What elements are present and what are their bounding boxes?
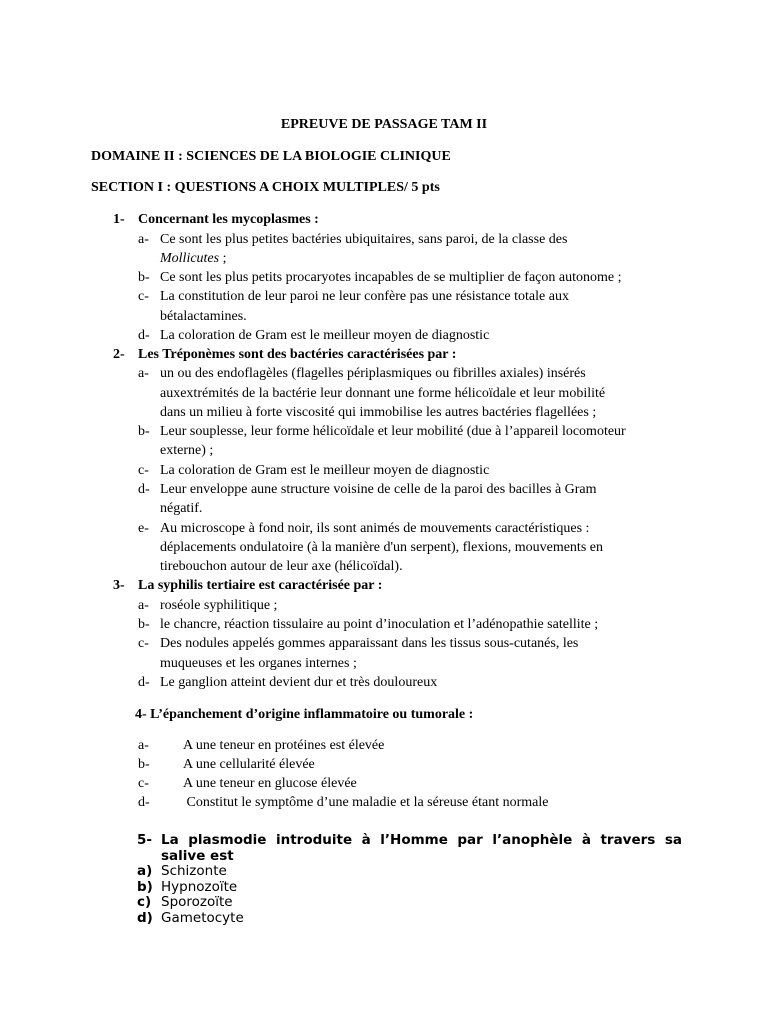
option-text-continued: muqueuses et les organes internes ; [160,656,357,671]
option-text: un ou des endoflagèles (flagelles périplasmiques ou fibrilles axiales) insérés [160,366,586,381]
option-letter: d) [137,909,153,926]
option-text: A une cellularité élevée [183,757,315,772]
option-letter: d- [138,328,150,343]
option-letter: d- [138,482,150,497]
option-letter: d- [138,795,150,810]
option-item [137,895,682,911]
option-letter: b) [137,878,153,895]
domain-heading: DOMAINE II : SCIENCES DE LA BIOLOGIE CLINIQUE [91,149,451,164]
option-letter: b- [138,270,150,285]
option-item [137,864,682,880]
question-5 [137,832,682,926]
option-text-continued: déplacements ondulatoire (à la manière d'un serpent), flexions, mouvements en [160,540,603,555]
option-text: Schizonte [161,863,227,879]
question-number: 5- [137,832,152,848]
option-letter: c- [138,636,149,651]
option-text: Ce sont les plus petits procaryotes incapables de se multiplier de façon autonome ; [160,270,622,285]
option-text-continued: externe) ; [160,443,214,458]
option-text: roséole syphilitique ; [160,598,278,613]
question-title: Concernant les mycoplasmes : [138,212,319,227]
section-heading: SECTION I : QUESTIONS A CHOIX MULTIPLES/ 5 pts [91,180,440,195]
option-letter: a- [138,738,149,753]
option-text-continued: bétalactamines. [160,309,247,324]
option-letter: c) [137,894,152,910]
taxon-name: Mollicutes [160,251,220,266]
question-title: Les Tréponèmes sont des bactéries caractérisées par : [138,347,457,362]
option-text: Hypnozoïte [161,878,238,895]
option-text: La constitution de leur paroi ne leur confère pas une résistance totale aux [160,289,569,304]
option-letter: a) [137,863,153,879]
option-text-continued: dans un milieu à forte viscosité qui immobilise les autres bactéries flagellées ; [160,405,597,420]
option-item [137,911,682,927]
option-letter: e- [138,521,149,536]
option-text-suffix: ; [219,251,227,266]
option-text: A une teneur en protéines est élevée [183,738,385,753]
option-text: Constitut le symptôme d’une maladie et la séreuse étant normale [183,795,549,810]
question-number: 2- [113,347,125,362]
option-letter: c- [138,463,149,478]
option-text-continued: négatif. [160,501,203,516]
exam-title: EPREUVE DE PASSAGE TAM II [280,117,488,132]
option-letter: b- [138,757,150,772]
question-title: 4- L’épanchement d’origine inflammatoire ou tumorale : [135,707,474,722]
option-letter: c- [138,289,149,304]
option-letter: b- [138,617,150,632]
option-text: Le ganglion atteint devient dur et très douloureux [160,675,438,690]
question-number: 3- [113,578,125,593]
option-text: Gametocyte [161,909,244,926]
option-letter: a- [138,232,149,247]
option-text: Sporozoïte [161,894,233,910]
option-text-continued: auxextrémités de la bactérie leur donnant une forme hélicoïdale et leur mobilité [160,386,606,401]
option-letter: a- [138,366,149,381]
question-header [137,832,682,864]
question-number: 1- [113,212,125,227]
option-letter: a- [138,598,149,613]
option-text: Leur souplesse, leur forme hélicoïdale et leur mobilité (due à l’appareil locomoteur [160,424,626,439]
option-text-continued: tirebouchon autour de leur axe (hélicoïdal). [160,559,403,574]
option-letter: c- [138,776,149,791]
option-text: Leur enveloppe aune structure voisine de celle de la paroi des bacilles à Gram [160,482,597,497]
question-title: La plasmodie introduite à l’Homme par l’anophèle à travers sa salive est [161,832,682,864]
option-item [137,880,682,896]
option-text: le chancre, réaction tissulaire au point d’inoculation et l’adénopathie satellite ; [160,617,599,632]
option-text: Au microscope à fond noir, ils sont animés de mouvements caractéristiques : [160,521,590,536]
question-title: La syphilis tertiaire est caractérisée par : [138,578,383,593]
option-text: Ce sont les plus petites bactéries ubiquitaires, sans paroi, de la classe des [160,232,568,247]
option-text: La coloration de Gram est le meilleur moyen de diagnostic [160,463,490,478]
option-letter: d- [138,675,150,690]
option-text: La coloration de Gram est le meilleur moyen de diagnostic [160,328,490,343]
option-letter: b- [138,424,150,439]
option-text-continued [160,251,227,267]
option-text: Des nodules appelés gommes apparaissant dans les tissus sous-cutanés, les [160,636,579,651]
option-text: A une teneur en glucose élevée [183,776,357,791]
